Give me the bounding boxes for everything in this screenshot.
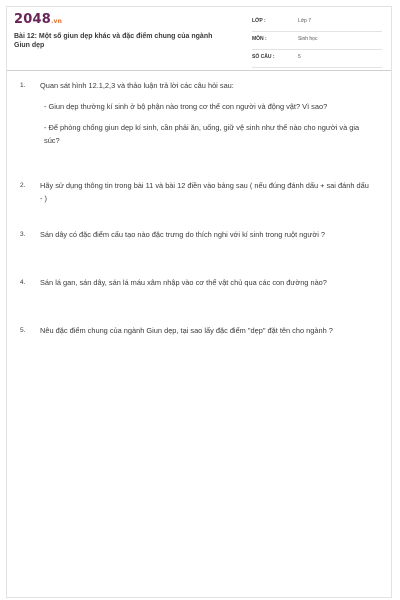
question-text: Sán dây có đặc điểm cấu tạo nào đặc trưng do thích nghi với kí sinh trong ruột người ? — [40, 230, 325, 239]
question-item — [20, 79, 370, 147]
logo-main-text: 2048 — [14, 12, 51, 27]
question-item — [20, 276, 370, 289]
header-divider — [7, 70, 391, 71]
question-number: 5. — [20, 327, 26, 334]
question-item — [20, 324, 370, 337]
question-item — [20, 179, 370, 205]
meta-row-class — [252, 14, 382, 32]
question-item — [20, 228, 370, 241]
question-number: 3. — [20, 231, 26, 238]
meta-label: MÔN : — [252, 36, 267, 42]
question-subpoint: - Để phòng chống giun dẹp kí sinh, cần phải ăn, uống, giữ vệ sinh như thế nào cho người và gia súc? — [44, 123, 360, 145]
meta-value: Sinh học — [298, 36, 318, 42]
question-text: Nêu đặc điểm chung của ngành Giun dẹp, tại sao lấy đặc điểm "dẹp" đặt tên cho ngành ? — [40, 326, 333, 335]
meta-value: 5 — [298, 54, 301, 60]
logo-suffix-text: .vn — [50, 18, 63, 25]
meta-row-subject — [252, 32, 382, 50]
site-logo[interactable] — [14, 12, 62, 27]
meta-label: SỐ CÂU : — [252, 54, 275, 60]
question-text: Hãy sử dụng thông tin trong bài 11 và bài 12 điền vào bảng sau ( nếu đúng đánh dấu + sai đánh dấu - ) — [40, 181, 369, 203]
meta-label: LỚP : — [252, 18, 266, 24]
meta-value: Lớp 7 — [298, 18, 312, 24]
question-number: 4. — [20, 279, 26, 286]
question-number: 2. — [20, 182, 26, 189]
question-number: 1. — [20, 82, 26, 89]
lesson-meta — [252, 14, 382, 68]
lesson-title: Bài 12: Một số giun dẹp khác và đặc điểm chung của ngành Giun dẹp — [14, 33, 213, 49]
question-subpoint: - Giun dẹp thường kí sinh ở bộ phận nào trong cơ thể con người và động vật? Vì sao? — [44, 102, 328, 111]
question-text: Sán lá gan, sán dây, sán lá máu xâm nhập vào cơ thể vật chủ qua các con đường nào? — [40, 278, 327, 287]
meta-row-question-count — [252, 50, 382, 68]
question-text: Quan sát hình 12.1,2,3 và thảo luận trả lời các câu hỏi sau: — [40, 81, 234, 90]
worksheet-header — [14, 12, 384, 68]
